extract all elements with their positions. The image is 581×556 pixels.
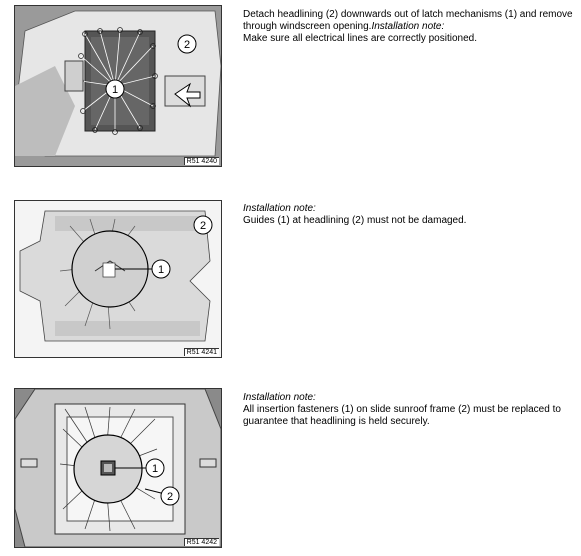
instruction-text: Detach headlining (2) downwards out of latch mechanisms (1) and remove through windscreen opening. — [243, 9, 573, 32]
figure-headlining-guides — [14, 200, 222, 358]
figure-id: R51 4240 — [184, 157, 219, 165]
step-1-text — [243, 9, 575, 45]
callout-2: 2 — [166, 491, 174, 503]
callout-1: 1 — [111, 84, 119, 96]
note-text: Make sure all electrical lines are correctly positioned. — [243, 33, 477, 44]
step-3-text — [243, 392, 575, 428]
note-text: All insertion fasteners (1) on slide sunroof frame (2) must be replaced to guarantee that headlining is held securely. — [243, 404, 561, 427]
note-label: Installation note: — [243, 203, 316, 214]
figure-sunroof-fasteners — [14, 388, 222, 548]
figure-headlining-latches — [14, 5, 222, 167]
callout-2: 2 — [183, 39, 191, 51]
figure-id: R51 4242 — [184, 538, 219, 546]
note-label: Installation note: — [371, 21, 445, 32]
note-text: Guides (1) at headlining (2) must not be damaged. — [243, 215, 467, 226]
callout-1: 1 — [151, 463, 159, 475]
callouts-layer — [15, 201, 221, 357]
note-label: Installation note: — [243, 392, 316, 403]
step-2-text — [243, 203, 575, 227]
figure-id: R51 4241 — [184, 348, 219, 356]
callout-2: 2 — [199, 220, 207, 232]
callouts-layer — [15, 6, 221, 166]
callout-1: 1 — [157, 264, 165, 276]
callouts-layer — [15, 389, 221, 547]
